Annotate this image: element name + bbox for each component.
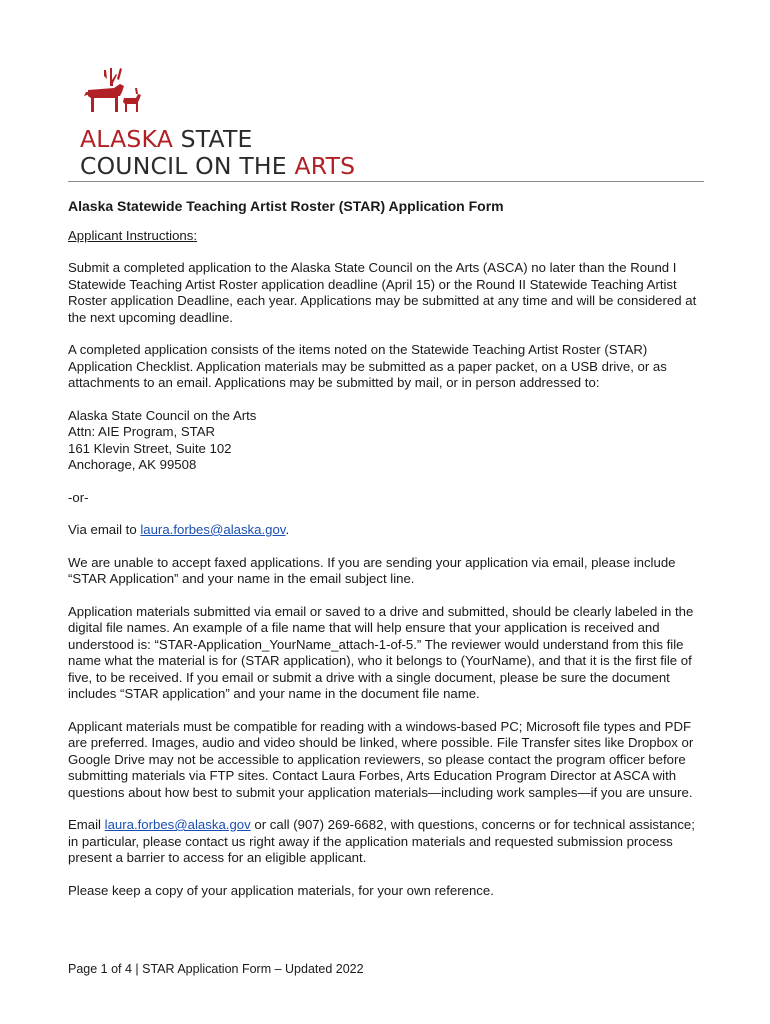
instructions-heading: Applicant Instructions: xyxy=(68,227,198,243)
caribou-logo-icon xyxy=(80,66,144,122)
paragraph-compatibility: Applicant materials must be compatible for reading with a windows-based PC; Microsoft file types and PDF are preferred. Images, audio and video should be linked, where possible. File Transfer sites like Dropbox or Google Drive may not be accessible to application reviewers, so please contact the program officer before submitting materials via FTP sites. Contact Laura Forbes, Arts Education Program Director at ASCA with questions about how best to submit your application materials—including work samples—if you are unsure. xyxy=(68,718,694,800)
asca-logo xyxy=(80,66,356,180)
document-body xyxy=(68,198,708,915)
paragraph-fax: We are unable to accept faxed applications. If you are sending your application via email, please include “STAR Application” and your name in the email subject line. xyxy=(68,554,676,586)
paragraph-checklist: A completed application consists of the items noted on the Statewide Teaching Artist Roster (STAR) Application Checklist. Application materials may be submitted as a paper packet, on a USB drive, or as attachments to an email. Applications may be submitted by mail, or in person addressed to: xyxy=(68,342,667,390)
email-prefix: Via email to xyxy=(68,522,141,537)
paragraph-file-names: Application materials submitted via email or saved to a drive and submitted, should be clearly labeled in the digital file names. An example of a file name that will help ensure that your application is received and understood is: “STAR-Application_YourName_attach-1-of-5.” The reviewer would understand from this file name what the material is for (STAR application), who it belongs to (YourName), and that it is the first file of five, to be received. If you email or submit a drive with a single document, please be sure the document includes “STAR application” and your name in the document file name. xyxy=(68,603,694,701)
document-title: Alaska Statewide Teaching Artist Roster (STAR) Application Form xyxy=(68,198,504,214)
contact-email-link[interactable]: laura.forbes@alaska.gov xyxy=(104,817,251,832)
email-suffix: . xyxy=(285,522,290,537)
contact-suffix: or call (907) 269-6682, with questions, concerns or for technical assistance; in particular, please contact us right away if the application materials and requested submission process present a barrier to access for an eligible applicant. xyxy=(68,817,695,865)
email-link[interactable]: laura.forbes@alaska.gov xyxy=(140,522,286,537)
address-line: Alaska State Council on the Arts xyxy=(68,407,257,423)
logo-line-2: COUNCIL ON THE ARTS xyxy=(80,152,356,180)
paragraph-keep-copy: Please keep a copy of your application materials, for your own reference. xyxy=(68,882,494,898)
paragraph-contact xyxy=(68,817,708,867)
or-separator: -or- xyxy=(68,489,89,505)
logo-line-1: ALASKA STATE xyxy=(80,125,253,153)
page-footer: Page 1 of 4 | STAR Application Form – Updated 2022 xyxy=(68,962,364,976)
address-line: 161 Klevin Street, Suite 102 xyxy=(68,440,232,456)
contact-prefix: Email xyxy=(68,817,105,832)
mailing-address xyxy=(68,408,708,474)
address-line: Attn: AIE Program, STAR xyxy=(68,424,216,439)
header-divider xyxy=(68,181,704,182)
email-line xyxy=(68,522,708,539)
address-line: Anchorage, AK 99508 xyxy=(68,457,197,472)
paragraph-deadline: Submit a completed application to the Alaska State Council on the Arts (ASCA) no later than the Round I Statewide Teaching Artist Roster application deadline (April 15) or the Round II Statewide Teaching Artist Roster application Deadline, each year. Applications may be submitted at any time and will be considered at the next upcoming deadline. xyxy=(68,260,697,325)
